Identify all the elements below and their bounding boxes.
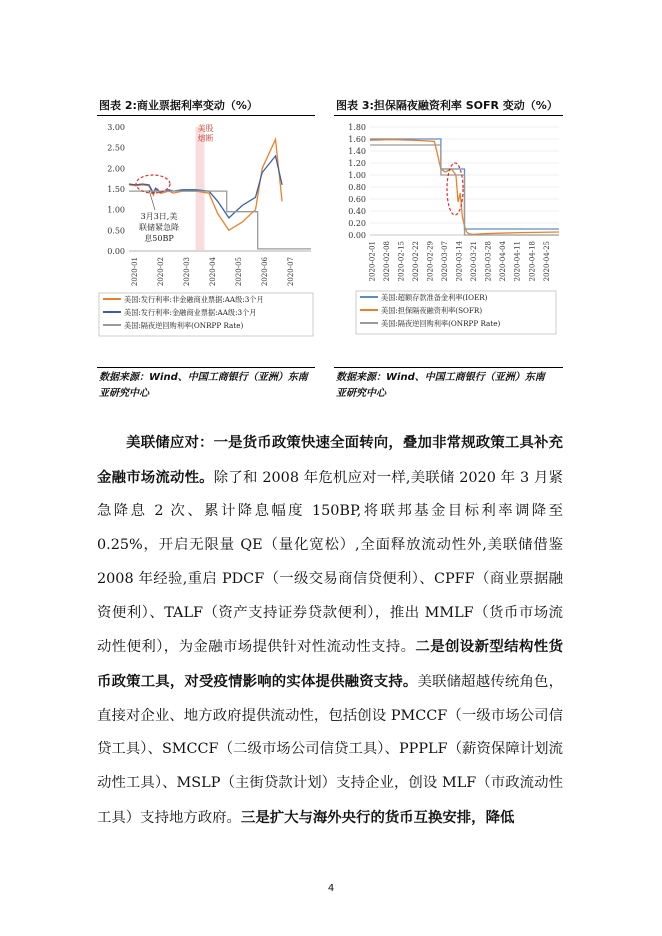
- x-tick-label: 2020-01: [130, 257, 139, 287]
- figure-2-chart: [97, 117, 317, 365]
- figure-3-source: 数据来源：Wind、中国工商银行（亚洲）东南亚研究中心: [336, 372, 545, 399]
- y-tick-label: 0.50: [107, 226, 125, 236]
- y-tick-label: 2.00: [107, 164, 125, 174]
- x-tick-label: 2020-03-21: [470, 241, 479, 282]
- point-2-lead: 二是创设新型结构性货币政策工具，对受疫情影响的实体提供融资支持。: [97, 638, 563, 690]
- x-tick-label: 2020-03-28: [484, 241, 493, 282]
- x-tick-label: 2020-02-15: [397, 241, 406, 282]
- shaded-label-line1: 美股: [197, 124, 214, 133]
- annotation-text: 息50BP: [144, 234, 174, 243]
- y-tick-label: 1.20: [348, 159, 366, 168]
- y-tick-label: 1.80: [348, 123, 366, 132]
- highlight-ellipse: [447, 163, 463, 215]
- point-2-text: 美联储超越传统角色，直接对企业、地方政府提供流动性，包括创设 PMCCF（一级市场公司信贷工具）、SMCCF（二级市场公司信贷工具）、PPPLF（薪资保障计划流动性工具）、MSLP（主街贷款计划）支持企业，创设 MLF（市政流动性工具）支持地方政府。: [97, 673, 563, 826]
- y-tick-label: 1.60: [348, 135, 366, 144]
- point-1-lead: 美联储应对：一是货币政策快速全面转向，叠加非常规政策工具补充金融市场流动性。: [97, 434, 563, 486]
- legend-label-1: 美国:超额存款准备金利率(IOER): [381, 293, 488, 302]
- x-tick-label: 2020-04-25: [542, 241, 551, 282]
- figure-3-top-rule: [334, 115, 563, 116]
- y-tick-label: 1.00: [107, 205, 125, 215]
- figure-2-top-rule: [97, 115, 315, 116]
- shaded-label-line2: 熔断: [197, 134, 214, 143]
- x-tick-label: 2020-07: [286, 257, 295, 287]
- legend-label-3: 美国:隔夜逆回购利率(ONRPP Rate): [381, 319, 501, 328]
- y-tick-label: 0.00: [107, 247, 125, 256]
- y-tick-label: 2.50: [107, 143, 125, 153]
- x-tick-label: 2020-02: [156, 257, 165, 287]
- figure-2-bottom-rule: [97, 367, 315, 368]
- y-tick-label: 0.20: [348, 219, 366, 228]
- shaded-region: [196, 127, 205, 251]
- legend-label-1: 美国:发行利率:非金融商业票据:AA级:3个月: [124, 295, 264, 304]
- annotation-text: 联储紧急降: [139, 223, 179, 232]
- x-tick-label: 2020-02-29: [426, 241, 435, 282]
- x-tick-label: 2020-04-18: [528, 241, 537, 282]
- x-tick-label: 2020-04-11: [513, 241, 522, 282]
- legend-label-2: 美国:担保隔夜融资利率(SOFR): [381, 306, 483, 315]
- x-tick-label: 2020-03-07: [441, 241, 450, 282]
- page-number: 4: [327, 883, 335, 894]
- annotation-text: 3月3日,美: [140, 212, 178, 221]
- body-paragraph: [97, 426, 563, 835]
- x-tick-label: 2020-03-14: [455, 241, 464, 282]
- y-tick-label: 0.40: [348, 207, 366, 216]
- x-tick-label: 2020-03: [182, 257, 191, 287]
- legend-label-3: 美国:隔夜逆回购利率(ONRPP Rate): [124, 321, 244, 330]
- y-tick-label: 0.00: [348, 231, 366, 240]
- figure-2-title: 图表 2:商业票据利率变动（%）: [99, 99, 258, 112]
- y-tick-label: 0.80: [348, 183, 366, 192]
- series-line-3: [370, 145, 559, 235]
- figure-2-source: 数据来源：Wind、中国工商银行（亚洲）东南亚研究中心: [99, 372, 308, 399]
- x-tick-label: 2020-05: [234, 257, 243, 287]
- y-tick-label: 1.00: [348, 171, 366, 180]
- y-tick-label: 3.00: [107, 123, 125, 132]
- y-tick-label: 0.60: [348, 195, 366, 204]
- x-tick-label: 2020-06: [260, 257, 269, 287]
- y-tick-label: 1.50: [107, 185, 125, 194]
- x-tick-label: 2020-02-08: [382, 241, 391, 282]
- figure-3-bottom-rule: [334, 367, 563, 368]
- x-tick-label: 2020-04-04: [499, 241, 508, 282]
- legend-label-2: 美国:发行利率:金融商业票据:AA级:3个月: [124, 308, 257, 317]
- x-tick-label: 2020-04: [208, 257, 217, 287]
- x-tick-label: 2020-02-22: [411, 241, 420, 282]
- point-1-text: 除了和 2008 年危机应对一样,美联储 2020 年 3 月紧急降息 2 次、累计降息幅度 150BP,将联邦基金目标利率调降至 0.25%，开启无限量 QE（量化宽松）,全面释放流动性外,美联储借鉴 2008 年经验,重启 PDCF（一级交易商信贷便利）、CPFF（商业票据融资便利）、TALF（资产支持证券贷款便利），推出 MMLF（货币市场流动性便利），为金融市场提供针对性流动性支持。: [97, 469, 563, 656]
- figure-3-chart: [334, 117, 563, 365]
- y-tick-label: 1.40: [348, 147, 366, 156]
- point-3-lead: 三是扩大与海外央行的货币互换安排，降低: [240, 808, 515, 826]
- figure-3-title: 图表 3:担保隔夜融资利率 SOFR 变动（%）: [336, 99, 558, 112]
- x-tick-label: 2020-02-01: [368, 241, 377, 282]
